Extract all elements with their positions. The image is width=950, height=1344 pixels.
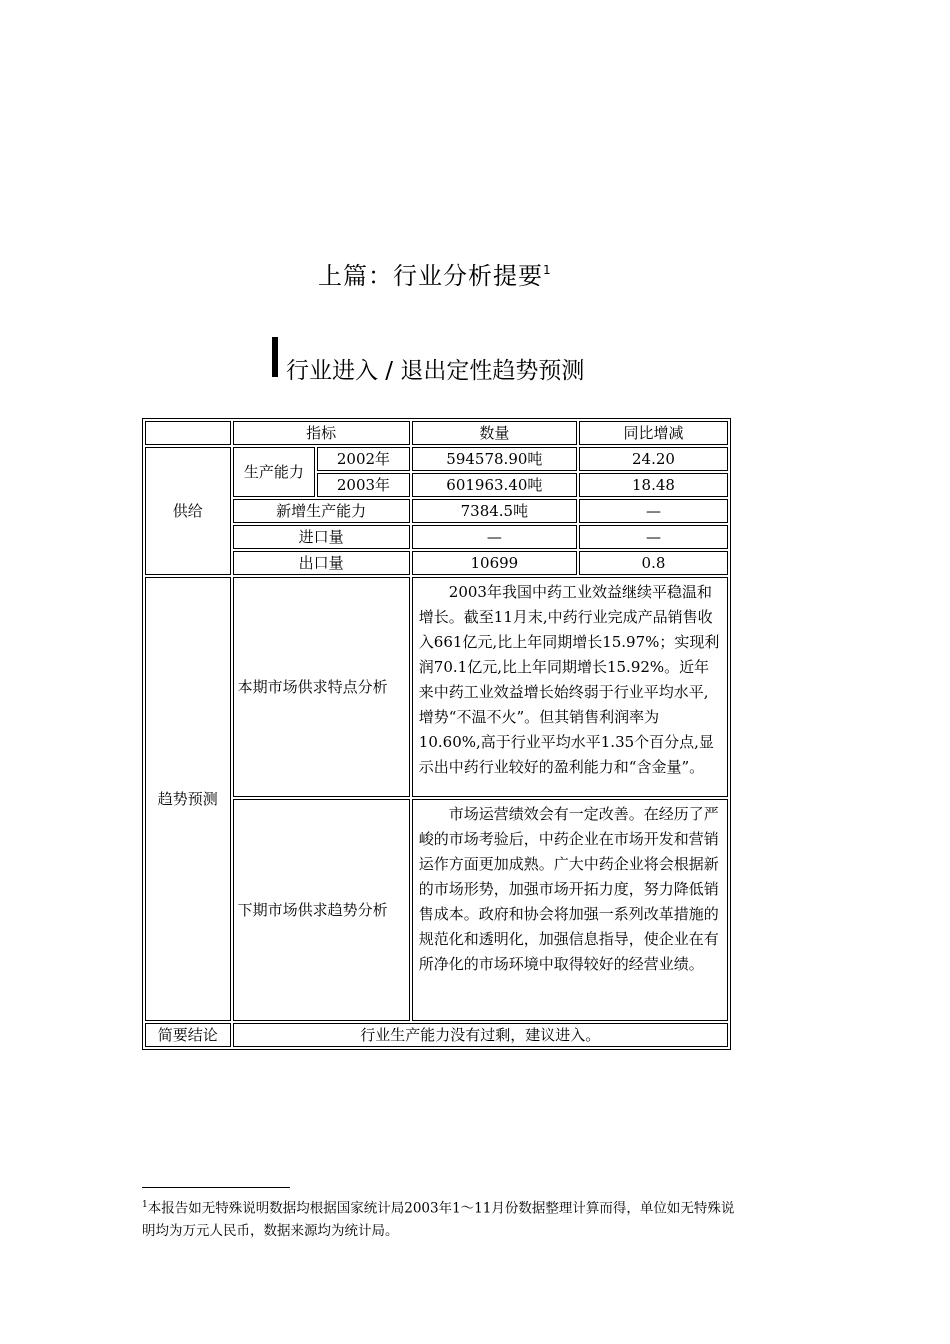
table-row (145, 577, 728, 797)
section-marker-bar (272, 337, 278, 377)
table-row (145, 499, 728, 523)
export-label: 出口量 (233, 551, 410, 575)
industry-table (142, 418, 731, 1050)
section-title: 行业进入 / 退出定性趋势预测 (286, 358, 585, 384)
quantity-cell: — (412, 525, 577, 549)
table-header-row (145, 421, 728, 445)
footnote-divider (142, 1187, 290, 1188)
change-cell: 0.8 (579, 551, 728, 575)
year-cell: 2003年 (317, 473, 410, 497)
capacity-label: 生产能力 (233, 447, 316, 497)
year-cell: 2002年 (317, 447, 410, 471)
table-row (145, 799, 728, 1021)
table-row (145, 1023, 728, 1047)
page-title-text: 上篇：行业分析提要 (318, 262, 543, 290)
quantity-cell: 594578.90吨 (412, 447, 577, 471)
table-row (145, 447, 728, 471)
header-quantity: 数量 (412, 421, 577, 445)
quantity-cell: 7384.5吨 (412, 499, 577, 523)
trend-label: 趋势预测 (145, 577, 231, 1021)
change-cell: — (579, 499, 728, 523)
table-row (145, 525, 728, 549)
page-title (318, 256, 551, 291)
next-analysis-label: 下期市场供求趋势分析 (233, 799, 410, 1021)
footnote-mark: 1 (142, 1200, 148, 1210)
header-blank-cell (145, 421, 231, 445)
footnote (142, 1194, 742, 1242)
change-cell: — (579, 525, 728, 549)
quantity-cell: 601963.40吨 (412, 473, 577, 497)
supply-label: 供给 (145, 447, 231, 575)
header-indicator: 指标 (233, 421, 410, 445)
footnote-reference[interactable]: 1 (543, 263, 551, 277)
current-analysis-text: 2003年我国中药工业效益继续平稳温和增长。截至11月末,中药行业完成产品销售收入661亿元,比上年同期增长15.97%；实现利润70.1亿元,比上年同期增长15.92%。近年来中药工业效益增长始终弱于行业平均水平,增势“不温不火”。但其销售利润率为10.60%,高于行业平均水平1.35个百分点,显示出中药行业较好的盈利能力和“含金量”。 (412, 577, 728, 797)
footnote-text: 本报告如无特殊说明数据均根据国家统计局2003年1～11月份数据整理计算而得，单位如无特殊说明均为万元人民币，数据来源均为统计局。 (142, 1200, 735, 1239)
current-analysis-label: 本期市场供求特点分析 (233, 577, 410, 797)
new-capacity-label: 新增生产能力 (233, 499, 410, 523)
change-cell: 18.48 (579, 473, 728, 497)
table-row (145, 551, 728, 575)
header-yoy-change: 同比增减 (579, 421, 728, 445)
quantity-cell: 10699 (412, 551, 577, 575)
conclusion-text: 行业生产能力没有过剩，建议进入。 (233, 1023, 728, 1047)
next-analysis-text: 市场运营绩效会有一定改善。在经历了严峻的市场考验后，中药企业在市场开发和营销运作方面更加成熟。广大中药企业将会根据新的市场形势，加强市场开拓力度，努力降低销售成本。政府和协会将加强一系列改革措施的规范化和透明化，加强信息指导，使企业在有所净化的市场环境中取得较好的经营业绩。 (412, 799, 728, 1021)
import-label: 进口量 (233, 525, 410, 549)
conclusion-label: 简要结论 (145, 1023, 231, 1047)
change-cell: 24.20 (579, 447, 728, 471)
